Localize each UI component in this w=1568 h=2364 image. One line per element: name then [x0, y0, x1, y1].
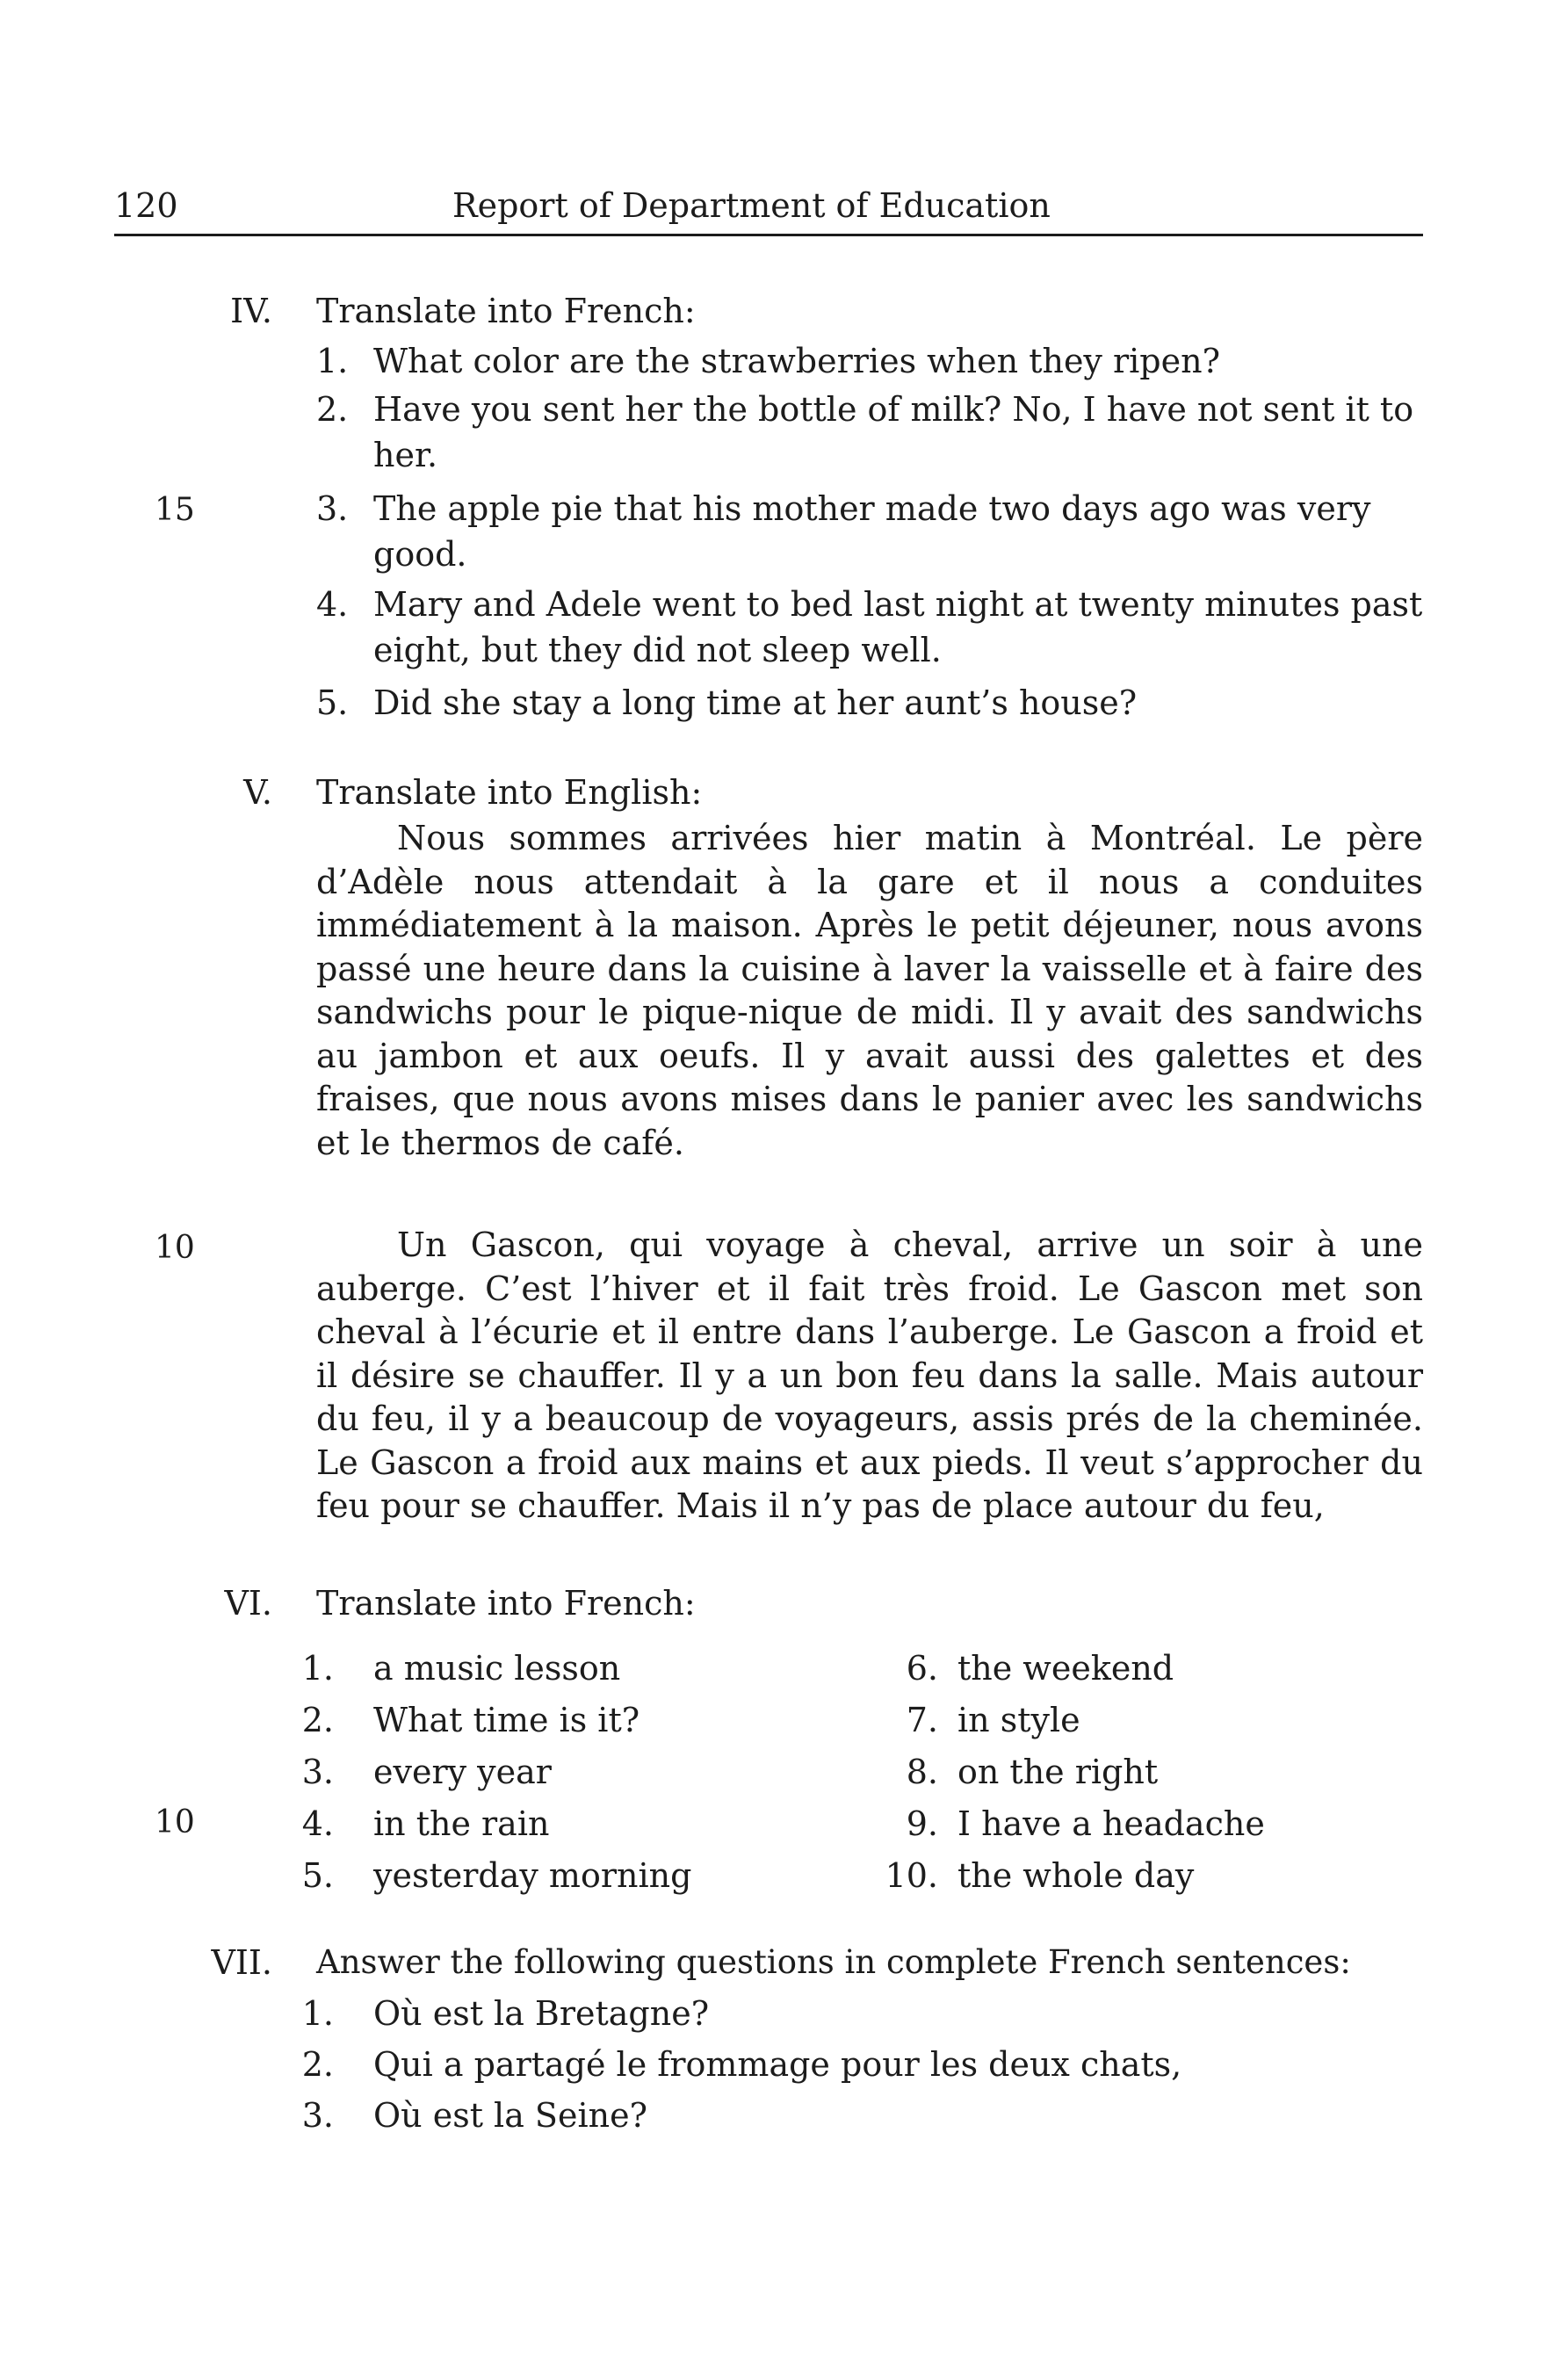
- section-numeral: VI.: [224, 1584, 272, 1623]
- paragraph: Nous sommes arrivées hier matin à Montréal. Le père d’Adèle nous attendait à la gare et il nous a conduites immédiatement à la maison. Après le petit déjeuner, nous avons passé une heure dans la cuisine à laver la vaisselle et à faire des sandwichs pour le pique-nique de midi. Il y avait des sandwichs au jambon et aux oeufs. Il y avait aussi des galettes et des fraises, que nous avons mises dans le panier avec les sandwichs et le thermos de café.: [316, 819, 1423, 1162]
- margin-mark: 10: [155, 1230, 195, 1266]
- list-item: [299, 1856, 692, 1895]
- page-number: 120: [114, 186, 178, 225]
- item-number: 2.: [301, 2045, 334, 2084]
- section-heading: Answer the following questions in complete French sentences:: [316, 1943, 1351, 1981]
- item-number: 5.: [301, 1856, 334, 1895]
- item-number: 1.: [316, 342, 349, 380]
- section-heading: Translate into French:: [316, 1584, 696, 1623]
- margin-mark: 10: [155, 1804, 195, 1840]
- section-heading: Translate into French:: [316, 292, 696, 330]
- item-text: Mary and Adele went to bed last night at twenty minutes past eight, but they did not sleep well.: [373, 585, 1423, 669]
- item-text: in the rain: [373, 1804, 550, 1843]
- item-number: 1.: [301, 1649, 334, 1688]
- list-item: [299, 1994, 710, 2033]
- item-number: 3.: [301, 1753, 334, 1791]
- list-item: [299, 1804, 550, 1843]
- item-number: 4.: [301, 1804, 334, 1843]
- section-numeral: IV.: [230, 292, 272, 330]
- item-text: Qui a partagé le frommage pour les deux chats,: [373, 2045, 1182, 2084]
- item-text: I have a headache: [957, 1804, 1265, 1843]
- paragraph: Un Gascon, qui voyage à cheval, arrive un soir à une auberge. C’est l’hiver et il fait très froid. Le Gascon met son cheval à l’écurie et il entre dans l’auberge. Le Gascon a froid et il désire se chauffer. Il y a un bon feu dans la salle. Mais autour du feu, il y a beaucoup de voyageurs, assis prés de la cheminée. Le Gascon a froid aux mains et aux pieds. Il veut s’approcher du feu pour se chauffer. Mais il n’y pas de place autour du feu,: [316, 1225, 1423, 1525]
- item-number: 5.: [316, 683, 349, 722]
- section-heading: Translate into English:: [316, 773, 703, 812]
- list-item: [870, 1804, 1265, 1843]
- item-number: 3.: [301, 2096, 334, 2135]
- list-item: [870, 1753, 1159, 1791]
- list-item: [299, 1649, 621, 1688]
- item-text: Où est la Bretagne?: [373, 1994, 710, 2033]
- header-rule: [114, 234, 1423, 236]
- item-text: yesterday morning: [373, 1856, 692, 1895]
- list-item: [299, 2096, 647, 2135]
- item-text: Où est la Seine?: [373, 2096, 647, 2135]
- list-item: [299, 1701, 640, 1739]
- item-text: Have you sent her the bottle of milk? No, I have not sent it to her.: [373, 390, 1414, 474]
- item-number: 6.: [906, 1649, 938, 1688]
- margin-mark: 15: [155, 492, 195, 528]
- item-text: every year: [373, 1753, 552, 1791]
- page-header: [114, 186, 1423, 230]
- item-number: 4.: [316, 585, 349, 624]
- running-title: Report of Department of Education: [452, 186, 1051, 225]
- item-text: Did she stay a long time at her aunt’s house?: [373, 683, 1138, 722]
- item-number: 7.: [906, 1701, 938, 1739]
- section-numeral: VII.: [211, 1943, 272, 1982]
- item-text: the weekend: [957, 1649, 1174, 1688]
- list-item: [299, 1753, 552, 1791]
- list-item: [299, 2045, 1182, 2084]
- item-number: 2.: [316, 390, 349, 429]
- item-text: What time is it?: [373, 1701, 640, 1739]
- item-number: 1.: [301, 1994, 334, 2033]
- item-number: 2.: [301, 1701, 334, 1739]
- list-item: [870, 1649, 1174, 1688]
- item-text: What color are the strawberries when they ripen?: [373, 342, 1220, 380]
- item-number: 9.: [906, 1804, 938, 1843]
- item-text: the whole day: [957, 1856, 1195, 1895]
- item-number: 3.: [316, 489, 349, 528]
- list-item: [870, 1701, 1080, 1739]
- item-text: on the right: [957, 1753, 1159, 1791]
- section-numeral: V.: [243, 773, 272, 812]
- item-number: 8.: [906, 1753, 938, 1791]
- item-number: 10.: [885, 1856, 938, 1895]
- item-text: in style: [957, 1701, 1080, 1739]
- list-item: [870, 1856, 1195, 1895]
- item-text: a music lesson: [373, 1649, 621, 1688]
- item-text: The apple pie that his mother made two days ago was very good.: [373, 489, 1371, 574]
